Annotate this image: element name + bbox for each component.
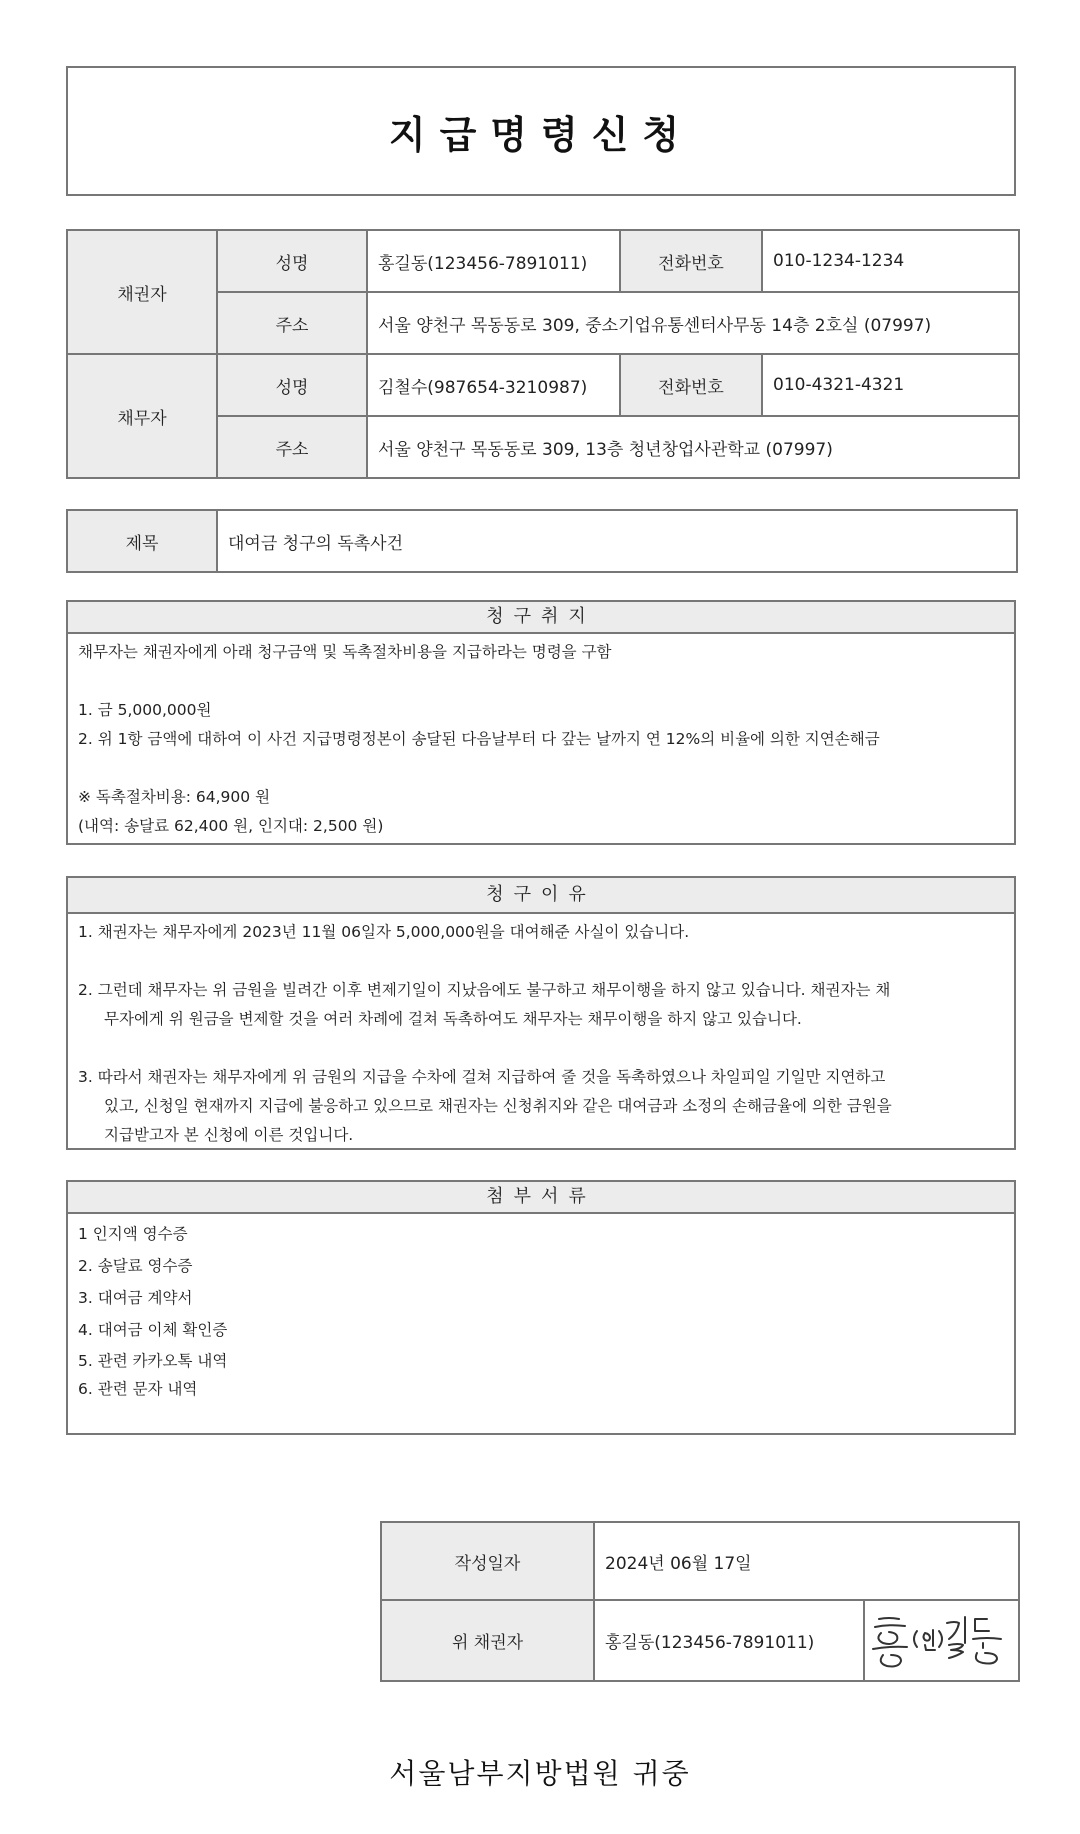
creditor-address: 서울 양천구 목동동로 309, 중소기업유통센터사무동 14층 2호실 (07997) [367,292,1019,354]
procedure-cost-detail: (내역: 송달료 62,400 원, 인지대: 2,500 원) [78,817,384,835]
debtor-address: 서울 양천구 목동동로 309, 13층 청년창업사관학교 (07997) [367,416,1019,478]
claim-purpose-item-2: 2. 위 1항 금액에 대하여 이 사건 지급명령정본이 송달된 다음날부터 다 갚는 날까지 연 12%의 비율에 의한 지연손해금 [78,730,880,748]
creditor-phone-label: 전화번호 [620,230,762,292]
claim-purpose-intro: 채무자는 채권자에게 아래 청구금액 및 독촉절차비용을 지급하라는 명령을 구함 [78,643,612,661]
attachment-item: 5. 관련 카카오톡 내역 [78,1352,228,1370]
signature-table [380,1521,1020,1682]
creditor-name: 홍길동(123456-7891011) [367,230,620,292]
subject-label: 제목 [67,510,217,572]
signer-label: 위 채권자 [381,1600,594,1681]
creditor-phone: 010-1234-1234 [762,230,1019,292]
attachment-item: 2. 송달료 영수증 [78,1257,193,1275]
debtor-phone-label: 전화번호 [620,354,762,416]
procedure-cost: ※ 독촉절차비용: 64,900 원 [78,788,271,806]
handwritten-signature-icon [865,1601,1015,1675]
attachment-item: 6. 관련 문자 내역 [78,1380,198,1398]
claim-reason-heading: 청구이유 [68,878,1014,914]
debtor-name-label: 성명 [217,354,367,416]
signer-value: 홍길동(123456-7891011) [594,1600,864,1681]
reason-paragraph-2-line-1: 2. 그런데 채무자는 위 금원을 빌려간 이후 변제기일이 지났음에도 불구하고 채무이행을 하지 않고 있습니다. 채권자는 채 [78,981,891,999]
title-box [66,66,1016,196]
attachment-item: 1 인지액 영수증 [78,1225,188,1243]
reason-paragraph-3-line-3: 지급받고자 본 신청에 이른 것입니다. [104,1126,354,1144]
attachment-item: 4. 대여금 이체 확인증 [78,1321,228,1339]
creditor-name-label: 성명 [217,230,367,292]
debtor-address-label: 주소 [217,416,367,478]
parties-table [66,229,1020,479]
date-value: 2024년 06월 17일 [594,1522,1019,1600]
subject-value: 대여금 청구의 독촉사건 [217,510,1017,572]
attachment-item: 3. 대여금 계약서 [78,1289,193,1307]
claim-purpose-section [66,600,1016,845]
reason-paragraph-3-line-2: 있고, 신청일 현재까지 지급에 불응하고 있으므로 채권자는 신청취지와 같은 대여금과 소정의 손해금율에 의한 금원을 [104,1097,892,1115]
claim-purpose-item-1: 1. 금 5,000,000원 [78,701,212,719]
attachments-heading: 첨부서류 [68,1182,1014,1214]
attachments-section [66,1180,1016,1435]
subject-table [66,509,1018,573]
creditor-address-label: 주소 [217,292,367,354]
debtor-phone: 010-4321-4321 [762,354,1019,416]
debtor-role-label: 채무자 [67,354,217,478]
reason-paragraph-3-line-1: 3. 따라서 채권자는 채무자에게 위 금원의 지급을 수차에 걸쳐 지급하여 줄 것을 독촉하였으나 차일피일 기일만 지연하고 [78,1068,886,1086]
date-label: 작성일자 [381,1522,594,1600]
reason-paragraph-1: 1. 채권자는 채무자에게 2023년 11월 06일자 5,000,000원을 대여해준 사실이 있습니다. [78,923,690,941]
reason-paragraph-2-line-2: 무자에게 위 원금을 변제할 것을 여러 차례에 걸쳐 독촉하여도 채무자는 채무이행을 하지 않고 있습니다. [104,1010,802,1028]
handwritten-signature-cell [864,1600,1019,1681]
claim-reason-section [66,876,1016,1150]
creditor-role-label: 채권자 [67,230,217,354]
court-addressee: 서울남부지방법원 귀중 [389,1757,691,1790]
claim-purpose-heading: 청구취지 [68,602,1014,634]
debtor-name: 김철수(987654-3210987) [367,354,620,416]
document-title: 지급명령신청 [388,112,694,157]
